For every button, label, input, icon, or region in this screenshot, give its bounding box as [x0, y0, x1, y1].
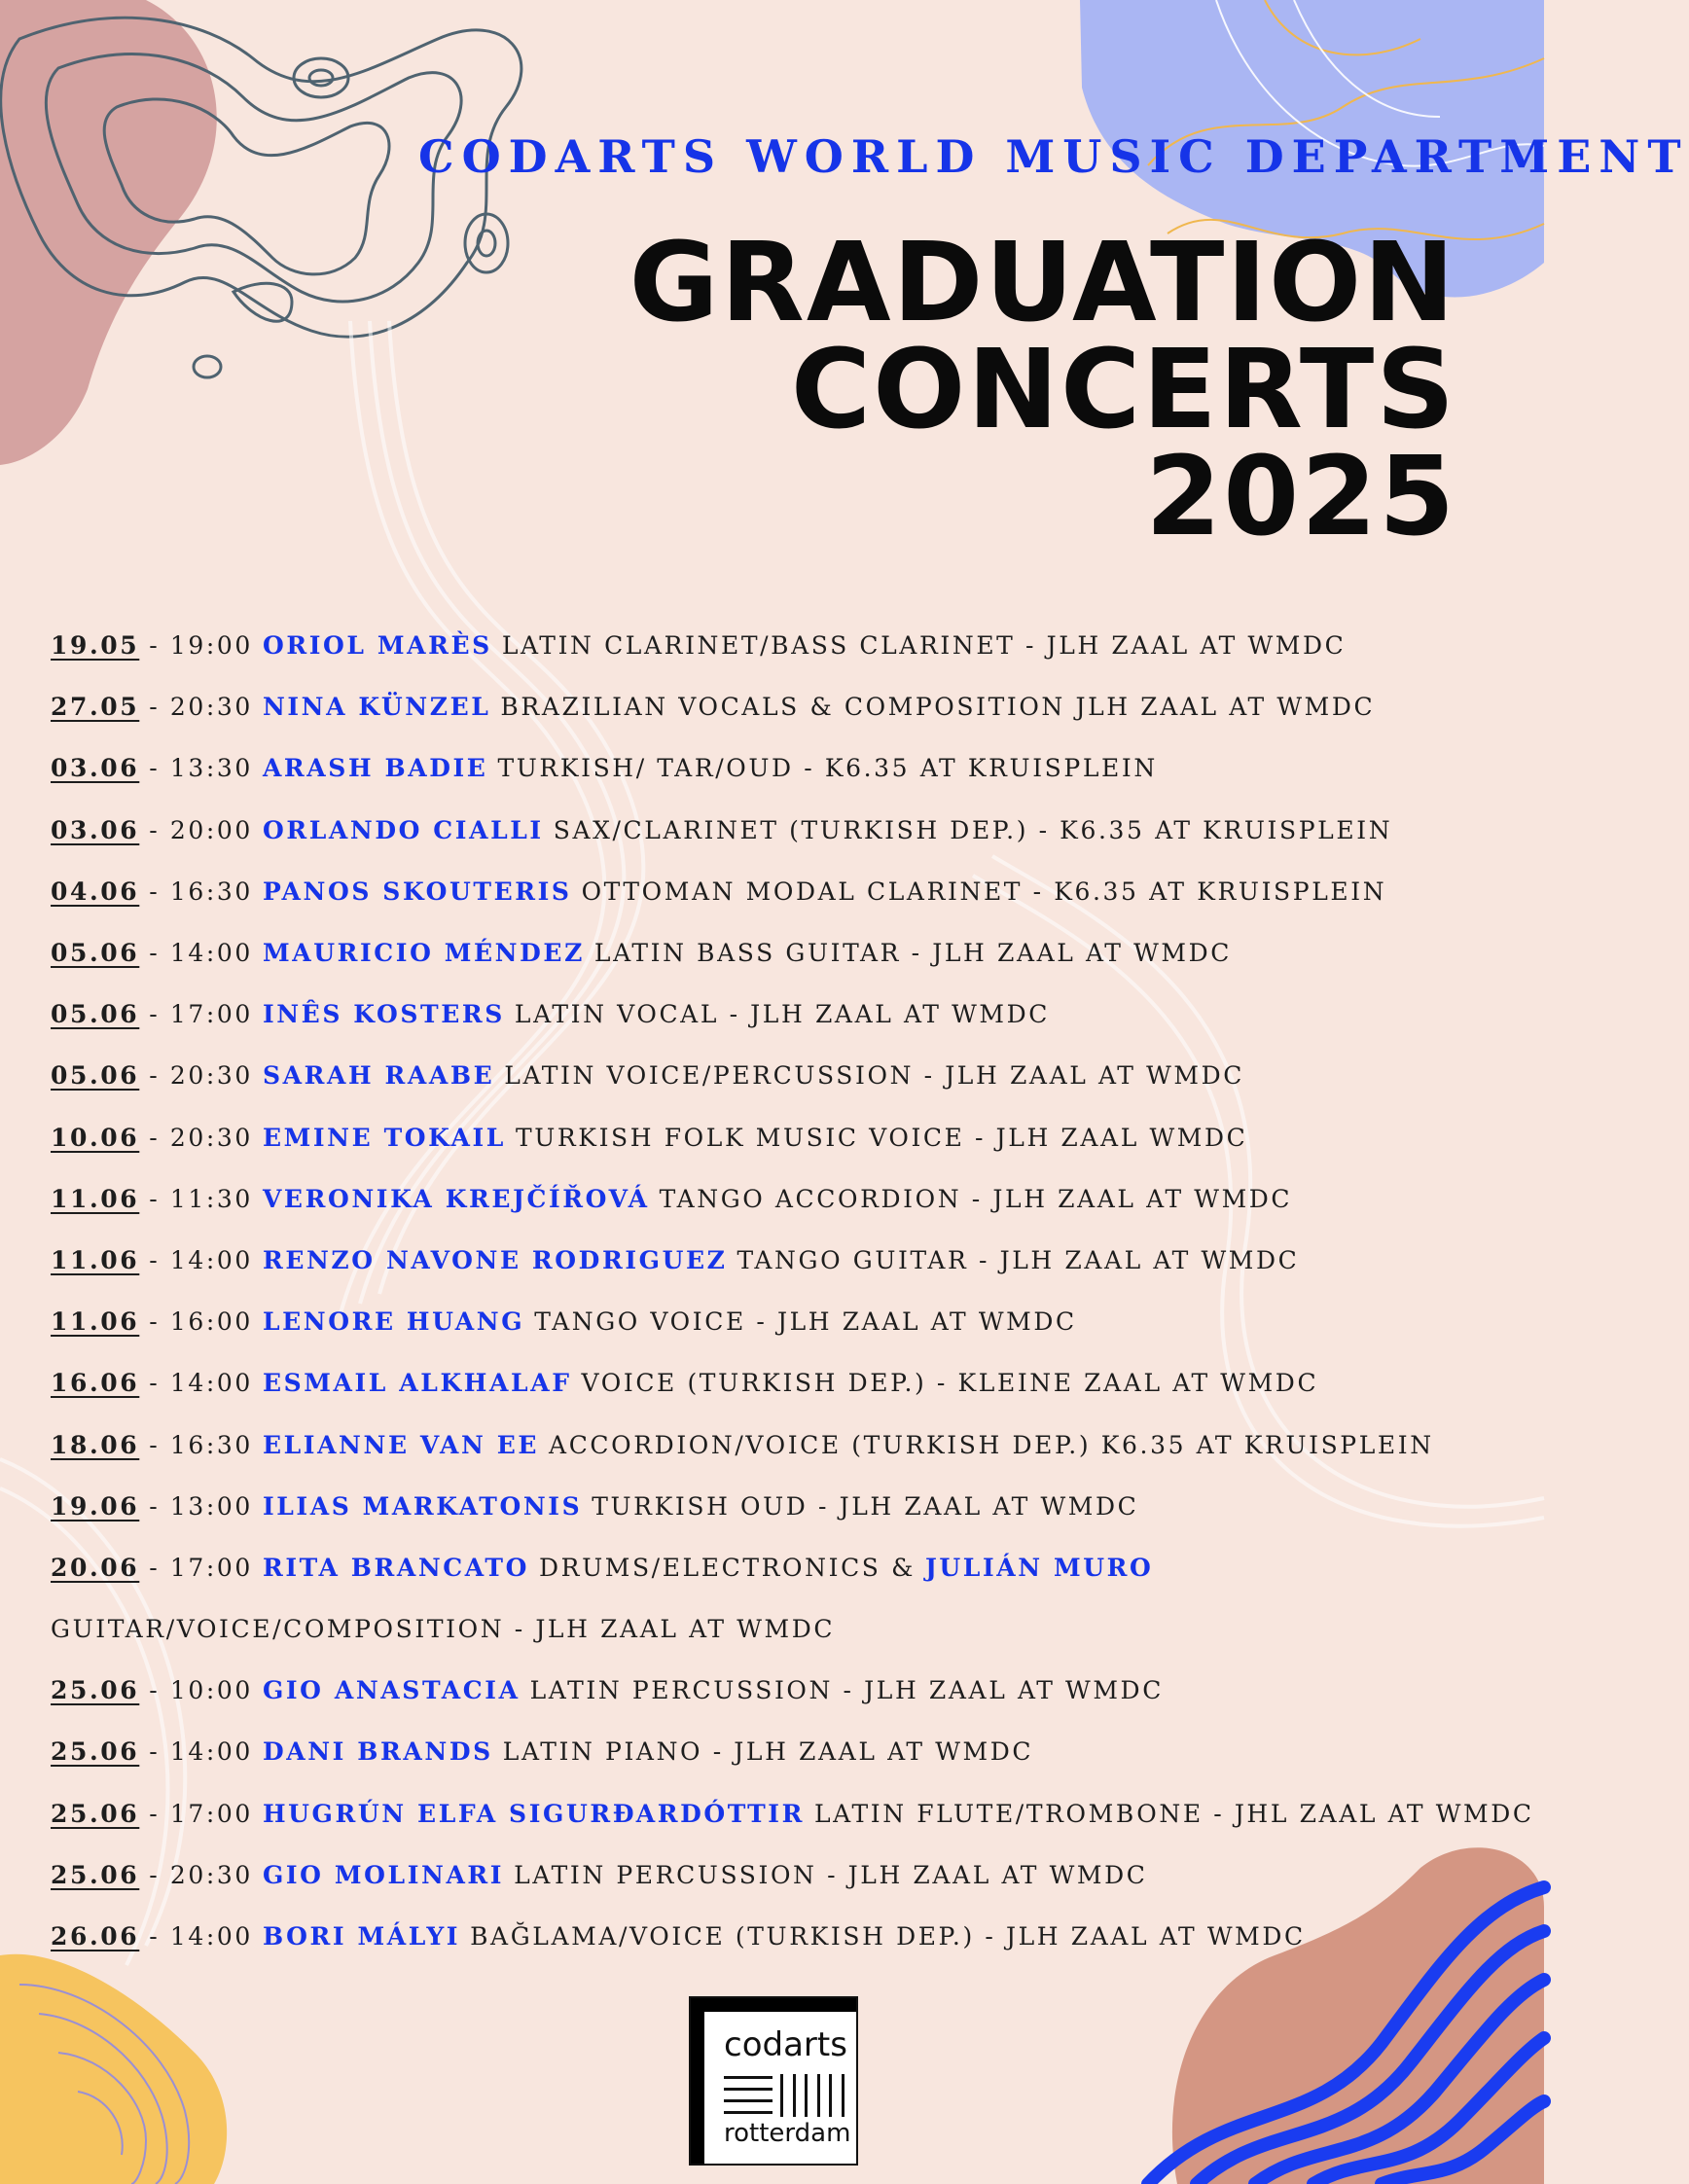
concert-date: 03.06: [51, 815, 140, 844]
concert-date: 05.06: [51, 1061, 140, 1091]
concert-time: - 14:00: [149, 1737, 253, 1767]
concert-date: 26.06: [51, 1922, 140, 1951]
schedule-row-duo: [51, 1537, 1520, 1598]
performer-name: ELIANNE VAN EE: [262, 1430, 540, 1459]
concert-date: 25.06: [51, 1799, 140, 1828]
performer-name: GIO MOLINARI: [262, 1860, 505, 1889]
performer-name: HUGRÚN ELFA SIGURÐARDÓTTIR: [262, 1799, 805, 1828]
schedule-row-duo-continued: [51, 1598, 1520, 1660]
schedule-row: [51, 984, 1520, 1045]
concert-detail: TANGO VOICE - JLH ZAAL AT WMDC: [534, 1307, 1077, 1337]
concert-date: 11.06: [51, 1245, 140, 1274]
concert-time: - 16:30: [149, 1430, 253, 1459]
concert-detail: DRUMS/ELECTRONICS &: [539, 1553, 916, 1582]
concert-date: 19.06: [51, 1491, 140, 1521]
performer-name: ESMAIL ALKHALAF: [262, 1369, 572, 1398]
performer-name: NINA KÜNZEL: [262, 693, 491, 722]
schedule-row: [51, 922, 1520, 984]
concert-time: - 20:30: [149, 1860, 253, 1889]
concert-date: 25.06: [51, 1860, 140, 1889]
title-line-2: CONCERTS: [790, 327, 1456, 453]
logo-horizontal-lines: [724, 2076, 773, 2115]
performer-name: ORLANDO CIALLI: [262, 815, 544, 844]
concert-date: 20.06: [51, 1553, 140, 1582]
concert-time: - 16:30: [149, 877, 253, 906]
pink-blob-shape: [0, 0, 217, 465]
concert-detail: LATIN VOCAL - JLH ZAAL AT WMDC: [514, 1000, 1050, 1029]
concert-detail: LATIN PERCUSSION - JLH ZAAL AT WMDC: [514, 1860, 1148, 1889]
concert-detail-continued: GUITAR/VOICE/COMPOSITION - JLH ZAAL AT WMDC: [51, 1615, 836, 1644]
concert-date: 04.06: [51, 877, 140, 906]
concert-date: 11.06: [51, 1184, 140, 1213]
schedule-row: [51, 1844, 1520, 1906]
concert-time: - 19:00: [149, 631, 253, 661]
concert-date: 18.06: [51, 1430, 140, 1459]
schedule-row: [51, 1906, 1520, 1967]
title-line-1: GRADUATION: [629, 220, 1456, 346]
yellow-blob-shape: [0, 1954, 227, 2184]
logo-vertical-lines: [780, 2074, 844, 2117]
concert-detail: SAX/CLARINET (TURKISH DEP.) - K6.35 AT KRUISPLEIN: [553, 815, 1393, 844]
concert-detail: ACCORDION/VOICE (TURKISH DEP.) K6.35 AT KRUISPLEIN: [549, 1430, 1434, 1459]
performer-name: GIO ANASTACIA: [262, 1676, 521, 1705]
concert-date: 27.05: [51, 693, 140, 722]
concert-time: - 17:00: [149, 1799, 253, 1828]
concert-date: 05.06: [51, 939, 140, 968]
logo-bar-left: [691, 1998, 704, 2164]
concert-date: 16.06: [51, 1369, 140, 1398]
schedule-row: [51, 615, 1520, 676]
schedule-row: [51, 1230, 1520, 1291]
concert-detail: VOICE (TURKISH DEP.) - KLEINE ZAAL AT WMDC: [581, 1369, 1319, 1398]
performer-name: PANOS SKOUTERIS: [262, 877, 572, 906]
concert-time: - 13:00: [149, 1491, 253, 1521]
performer-name: RENZO NAVONE RODRIGUEZ: [262, 1245, 728, 1274]
schedule-row: [51, 1414, 1520, 1475]
concert-detail: TANGO GUITAR - JLH ZAAL AT WMDC: [737, 1245, 1300, 1274]
codarts-logo: [689, 1996, 858, 2166]
concert-time: - 14:00: [149, 939, 253, 968]
concert-detail: LATIN PERCUSSION - JLH ZAAL AT WMDC: [529, 1676, 1164, 1705]
concert-time: - 14:00: [149, 1922, 253, 1951]
schedule-row: [51, 1476, 1520, 1537]
schedule-row: [51, 861, 1520, 922]
performer-name: DANI BRANDS: [262, 1737, 493, 1767]
title-line-3: 2025: [1145, 434, 1456, 560]
concert-time: - 14:00: [149, 1369, 253, 1398]
concert-date: 05.06: [51, 1000, 140, 1029]
performer-name: EMINE TOKAIL: [262, 1123, 506, 1152]
logo-bar-top: [691, 1998, 856, 2012]
concert-time: - 17:00: [149, 1553, 253, 1582]
schedule-row: [51, 1721, 1520, 1782]
concert-detail: TURKISH/ TAR/OUD - K6.35 AT KRUISPLEIN: [497, 754, 1158, 783]
concert-time: - 20:00: [149, 815, 253, 844]
concert-detail: OTTOMAN MODAL CLARINET - K6.35 AT KRUISPLEIN: [581, 877, 1387, 906]
concert-detail: LATIN FLUTE/TROMBONE - JHL ZAAL AT WMDC: [813, 1799, 1534, 1828]
concert-detail: TURKISH OUD - JLH ZAAL AT WMDC: [592, 1491, 1139, 1521]
performer-name: VERONIKA KREJČÍŘOVÁ: [262, 1184, 650, 1213]
performer-name: LENORE HUANG: [262, 1307, 525, 1337]
performer-name: MAURICIO MÉNDEZ: [262, 939, 585, 968]
concert-detail: LATIN BASS GUITAR - JLH ZAAL AT WMDC: [593, 939, 1232, 968]
concert-detail: TURKISH FOLK MUSIC VOICE - JLH ZAAL WMDC: [515, 1123, 1248, 1152]
concert-detail: BRAZILIAN VOCALS & COMPOSITION JLH ZAAL AT WMDC: [500, 693, 1376, 722]
schedule-row: [51, 1168, 1520, 1230]
concert-time: - 20:30: [149, 693, 253, 722]
schedule-row: [51, 737, 1520, 799]
department-heading: CODARTS WORLD MUSIC DEPARTMENT: [418, 130, 1689, 183]
performer-name: ORIOL MARÈS: [262, 631, 492, 661]
concert-date: 25.06: [51, 1676, 140, 1705]
performer-name: BORI MÁLYI: [262, 1922, 461, 1951]
schedule-row: [51, 800, 1520, 861]
concert-time: - 20:30: [149, 1061, 253, 1091]
performer-name: INÊS KOSTERS: [262, 1000, 505, 1029]
concert-detail: BAĞLAMA/VOICE (TURKISH DEP.) - JLH ZAAL AT WMDC: [470, 1922, 1306, 1951]
schedule-row: [51, 1045, 1520, 1106]
performer-name-2: JULIÁN MURO: [924, 1553, 1154, 1582]
concert-time: - 16:00: [149, 1307, 253, 1337]
schedule-row: [51, 1660, 1520, 1721]
concert-detail: TANGO ACCORDION - JLH ZAAL AT WMDC: [659, 1184, 1293, 1213]
concert-date: 03.06: [51, 754, 140, 783]
concert-detail: LATIN PIANO - JLH ZAAL AT WMDC: [502, 1737, 1034, 1767]
concert-detail: LATIN VOICE/PERCUSSION - JLH ZAAL AT WMDC: [504, 1061, 1244, 1091]
concert-date: 10.06: [51, 1123, 140, 1152]
concert-time: - 20:30: [149, 1123, 253, 1152]
performer-name: ILIAS MARKATONIS: [262, 1491, 583, 1521]
schedule-row: [51, 1352, 1520, 1414]
concert-date: 11.06: [51, 1307, 140, 1337]
logo-word-top: codarts: [724, 2025, 847, 2064]
performer-name: RITA BRANCATO: [262, 1553, 530, 1582]
concert-time: - 10:00: [149, 1676, 253, 1705]
concert-time: - 11:30: [149, 1184, 253, 1213]
concert-date: 19.05: [51, 631, 140, 661]
schedule-row: [51, 1783, 1534, 1844]
concert-date: 25.06: [51, 1737, 140, 1767]
schedule-row: [51, 676, 1520, 737]
performer-name: ARASH BADIE: [262, 754, 488, 783]
concert-time: - 13:30: [149, 754, 253, 783]
concert-time: - 17:00: [149, 1000, 253, 1029]
schedule-row: [51, 1291, 1520, 1352]
page-title: [581, 220, 1456, 560]
schedule-row: [51, 1107, 1520, 1168]
concert-detail: LATIN CLARINET/BASS CLARINET - JLH ZAAL AT WMDC: [501, 631, 1347, 661]
concert-time: - 14:00: [149, 1245, 253, 1274]
concert-schedule: [51, 615, 1534, 1967]
performer-name: SARAH RAABE: [262, 1061, 495, 1091]
logo-word-bottom: rotterdam: [724, 2119, 851, 2148]
